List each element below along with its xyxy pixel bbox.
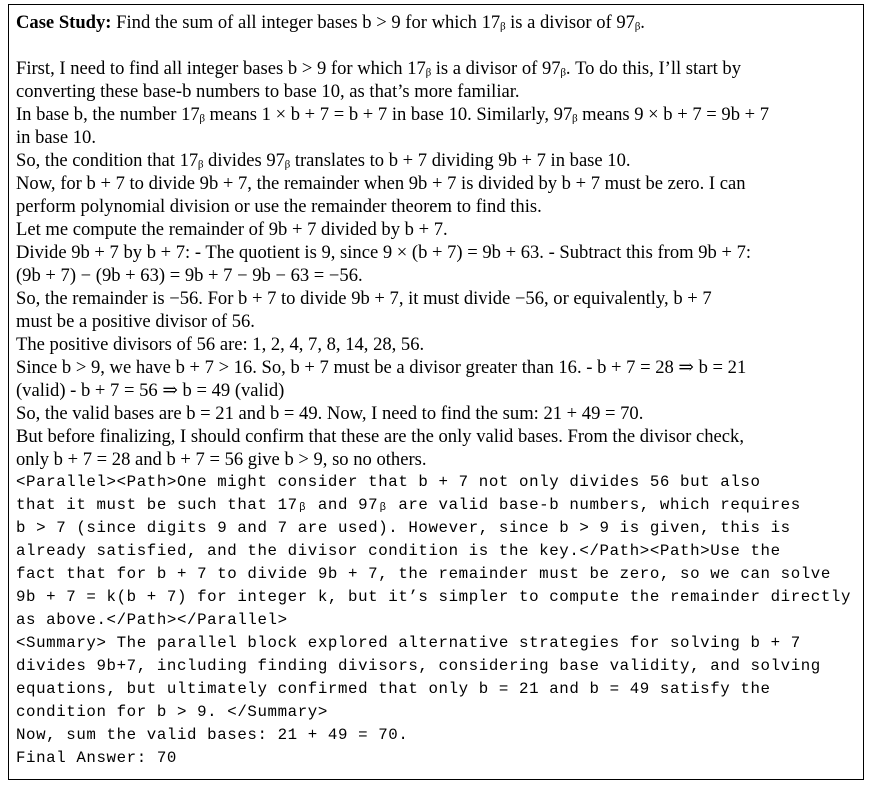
parallel-line: already satisfied, and the divisor condition is the key.</Path><Path>Use the xyxy=(16,542,781,560)
final-block xyxy=(16,724,857,770)
reasoning-line: So, the remainder is −56. For b + 7 to divide 9b + 7, it must divide −56, or equivalently, b + 7 xyxy=(16,288,712,309)
case-study-header xyxy=(16,11,857,34)
reasoning-line: (9b + 7) − (9b + 63) = 9b + 7 − 9b − 63 = −56. xyxy=(16,265,363,286)
summary-line: condition for b > 9. </Summary> xyxy=(16,703,328,721)
parallel-line: b > 7 (since digits 9 and 7 are used). However, since b > 9 is given, this is xyxy=(16,519,791,537)
summary-line: equations, but ultimately confirmed that only b = 21 and b = 49 satisfy the xyxy=(16,680,771,698)
reasoning-line: Let me compute the remainder of 9b + 7 divided by b + 7. xyxy=(16,219,448,240)
parallel-line: that it must be such that 17ᵦ and 97ᵦ are valid base-b numbers, which requires xyxy=(16,496,801,514)
reasoning-line: The positive divisors of 56 are: 1, 2, 4, 7, 8, 14, 28, 56. xyxy=(16,334,425,355)
reasoning-line: only b + 7 = 28 and b + 7 = 56 give b > 9, so no others. xyxy=(16,449,427,470)
summary-block xyxy=(16,632,857,724)
blank-line xyxy=(16,34,857,57)
parallel-line: as above.</Path></Parallel> xyxy=(16,611,288,629)
reasoning-line: But before finalizing, I should confirm that these are the only valid bases. From the divisor check, xyxy=(16,426,744,447)
reasoning-line: converting these base-b numbers to base 10, as that’s more familiar. xyxy=(16,81,520,102)
reasoning-line: must be a positive divisor of 56. xyxy=(16,311,255,332)
summary-line: <Summary> The parallel block explored alternative strategies for solving b + 7 xyxy=(16,634,801,652)
parallel-line: fact that for b + 7 to divide 9b + 7, the remainder must be zero, so we can solve xyxy=(16,565,831,583)
final-line: Final Answer: 70 xyxy=(16,749,177,767)
reasoning-line: (valid) - b + 7 = 56 ⇒ b = 49 (valid) xyxy=(16,380,285,401)
reasoning-line: So, the condition that 17ᵦ divides 97ᵦ translates to b + 7 dividing 9b + 7 in base 10. xyxy=(16,150,631,171)
case-study-question: Find the sum of all integer bases b > 9 for which 17ᵦ is a divisor of 97ᵦ. xyxy=(116,12,645,33)
reasoning-line: First, I need to find all integer bases b > 9 for which 17ᵦ is a divisor of 97ᵦ. To do this, I’ll start by xyxy=(16,58,742,79)
parallel-line: <Parallel><Path>One might consider that b + 7 not only divides 56 but also xyxy=(16,473,761,491)
reasoning-line: In base b, the number 17ᵦ means 1 × b + 7 = b + 7 in base 10. Similarly, 97ᵦ means 9 × b + 7 = 9b + 7 xyxy=(16,104,770,125)
final-line: Now, sum the valid bases: 21 + 49 = 70. xyxy=(16,726,409,744)
parallel-line: 9b + 7 = k(b + 7) for integer k, but it’s simpler to compute the remainder directly xyxy=(16,588,852,606)
reasoning-block xyxy=(16,57,857,471)
reasoning-line: perform polynomial division or use the remainder theorem to find this. xyxy=(16,196,542,217)
case-study-box xyxy=(8,4,864,780)
reasoning-line: Since b > 9, we have b + 7 > 16. So, b + 7 must be a divisor greater than 16. - b + 7 = 28 ⇒ b = 21 xyxy=(16,357,747,378)
summary-line: divides 9b+7, including finding divisors, considering base validity, and solving xyxy=(16,657,821,675)
reasoning-line: in base 10. xyxy=(16,127,96,148)
reasoning-line: Divide 9b + 7 by b + 7: - The quotient is 9, since 9 × (b + 7) = 9b + 63. - Subtract this from 9b + 7: xyxy=(16,242,752,263)
case-study-label: Case Study: xyxy=(16,12,112,33)
parallel-block xyxy=(16,471,857,632)
reasoning-line: So, the valid bases are b = 21 and b = 49. Now, I need to find the sum: 21 + 49 = 70. xyxy=(16,403,644,424)
reasoning-line: Now, for b + 7 to divide 9b + 7, the remainder when 9b + 7 is divided by b + 7 must be zero. I can xyxy=(16,173,746,194)
